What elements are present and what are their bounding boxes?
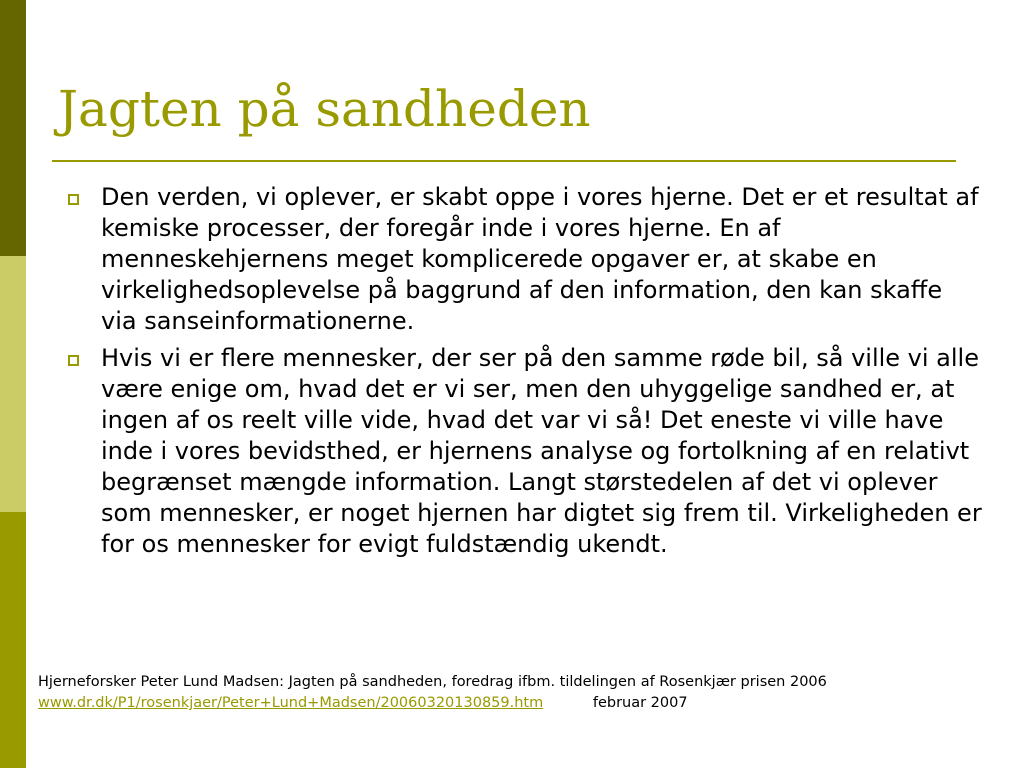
source-link[interactable]: www.dr.dk/P1/rosenkjaer/Peter+Lund+Madsen/20060320130859.htm — [38, 695, 544, 711]
side-band-middle — [0, 256, 26, 512]
bullet-text: Den verden, vi oplever, er skabt oppe i vores hjerne. Det er et resultat af kemiske processer, der foregår inde i vores hjerne. En af menneskehjernens meget komplicerede opgaver er, at skabe en virkelighedsoplevelse på baggrund af den information, den kan skaffe via sanseinformationerne. — [101, 183, 979, 335]
title-underline — [52, 160, 956, 162]
bullet-list — [62, 182, 982, 566]
bullet-item — [62, 343, 982, 560]
side-band-top — [0, 0, 26, 256]
side-band-bottom — [0, 512, 26, 768]
slide-title: Jagten på sandheden — [58, 80, 591, 138]
footer — [38, 672, 827, 714]
square-bullet-icon — [68, 355, 79, 366]
bullet-item — [62, 182, 982, 337]
square-bullet-icon — [68, 194, 79, 205]
footer-source: Hjerneforsker Peter Lund Madsen: Jagten på sandheden, foredrag ifbm. tildelingen af Rosenkjær prisen 2006 — [38, 674, 827, 690]
footer-date: februar 2007 — [592, 695, 688, 711]
footer-link-row — [38, 693, 827, 714]
bullet-text: Hvis vi er flere mennesker, der ser på den samme røde bil, så ville vi alle være enige om, hvad det er vi ser, men den uhyggelige sandhed er, at ingen af os reelt ville vide, hvad det var vi så! Det eneste vi ville have inde i vores bevidsthed, er hjernens analyse og fortolkning af en relativt begrænset mængde information. Langt størstedelen af det vi oplever som mennesker, er noget hjernen har digtet sig frem til. Virkeligheden er for os mennesker for evigt fuldstændig ukendt. — [101, 344, 982, 558]
